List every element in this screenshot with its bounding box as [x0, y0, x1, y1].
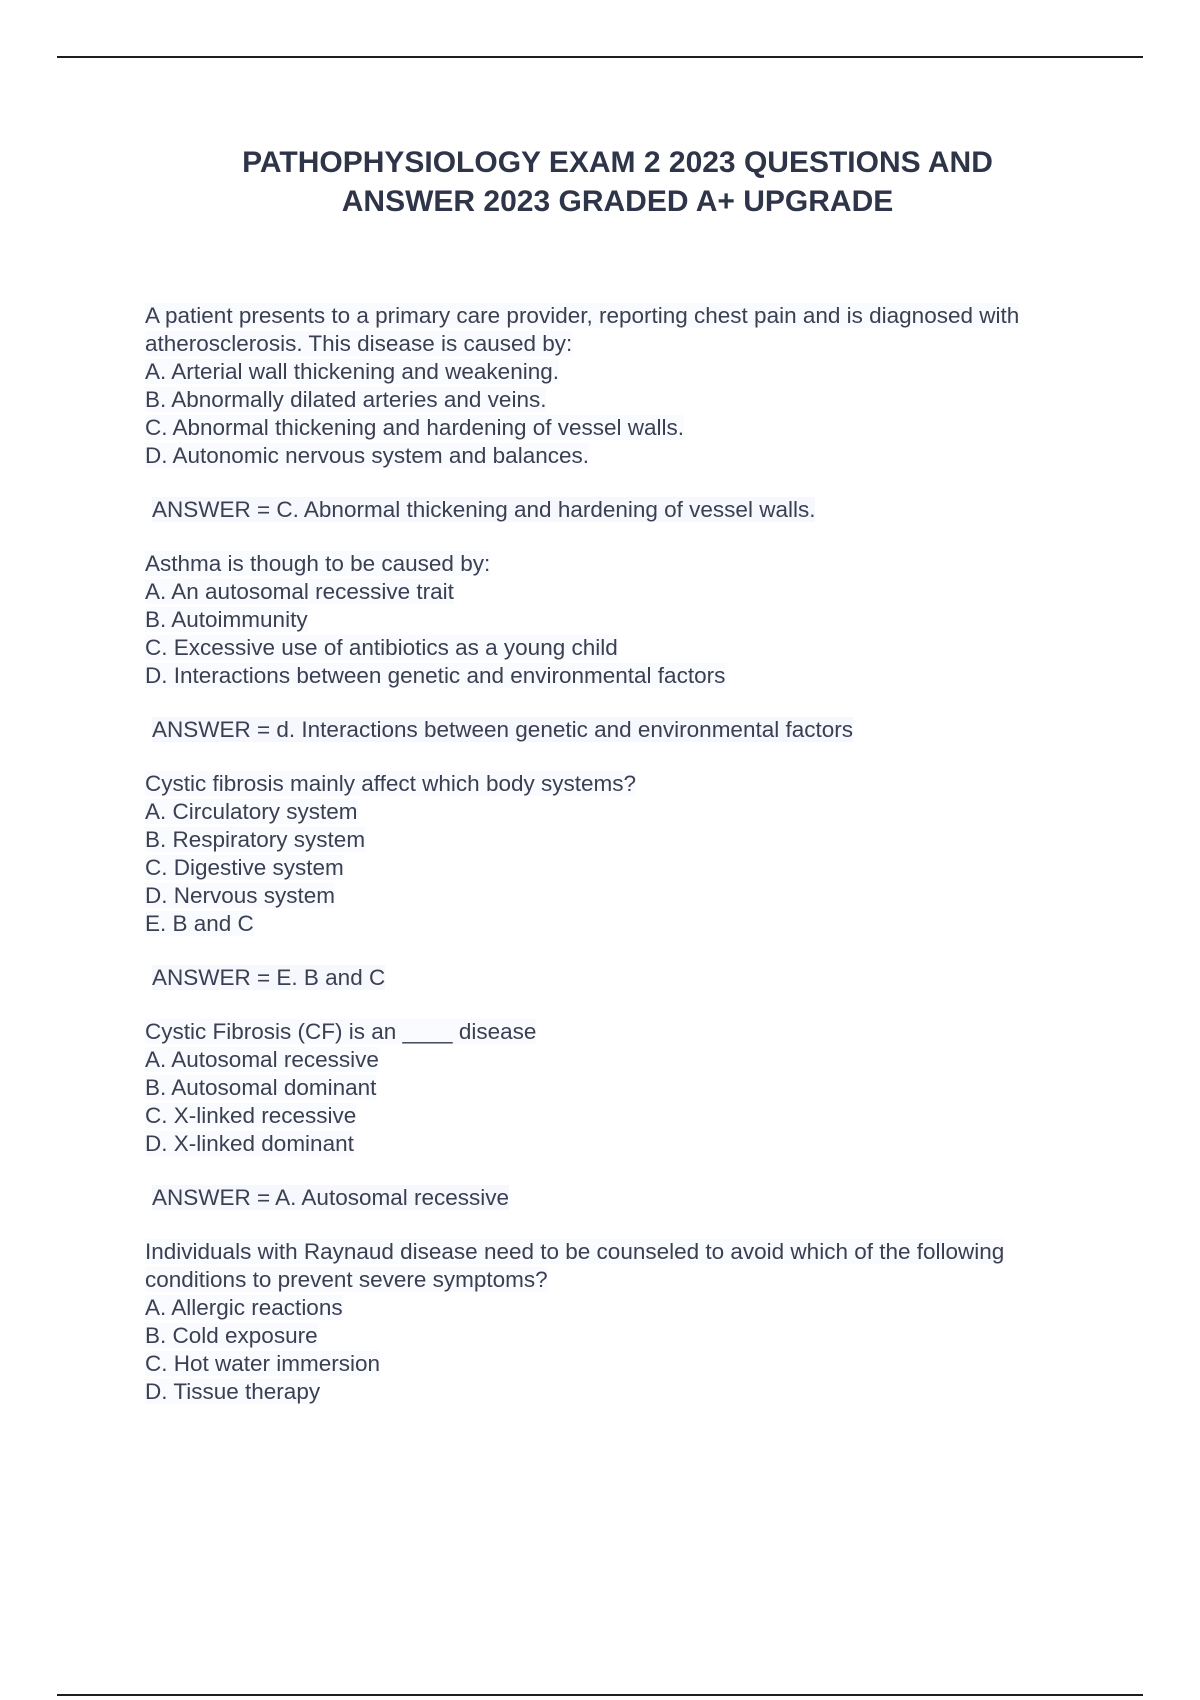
option-d: D. Tissue therapy [145, 1379, 321, 1404]
option-a: A. Arterial wall thickening and weakening. [145, 359, 559, 384]
option-b: B. Autosomal dominant [145, 1075, 377, 1100]
option-d: D. Autonomic nervous system and balances. [145, 443, 589, 468]
option-d: D. Nervous system [145, 883, 336, 908]
question-1 [145, 302, 1105, 524]
top-rule [57, 56, 1143, 58]
option-a: A. Allergic reactions [145, 1295, 343, 1320]
question-stem-line: conditions to prevent severe symptoms? [145, 1267, 548, 1292]
option-a: A. An autosomal recessive trait [145, 579, 454, 604]
option-b: B. Autoimmunity [145, 607, 308, 632]
question-stem-line: A patient presents to a primary care provider, reporting chest pain and is diagnosed with [145, 303, 1020, 328]
option-c: C. X-linked recessive [145, 1103, 357, 1128]
option-c: C. Excessive use of antibiotics as a young child [145, 635, 618, 660]
option-c: C. Abnormal thickening and hardening of vessel walls. [145, 415, 685, 440]
question-stem-line: Individuals with Raynaud disease need to be counseled to avoid which of the following [145, 1239, 1005, 1264]
option-e: E. B and C [145, 911, 254, 936]
option-a: A. Circulatory system [145, 799, 358, 824]
option-a: A. Autosomal recessive [145, 1047, 379, 1072]
answer-line: ANSWER = d. Interactions between genetic and environmental factors [152, 717, 853, 742]
option-c: C. Hot water immersion [145, 1351, 381, 1376]
option-b: B. Abnormally dilated arteries and veins. [145, 387, 547, 412]
question-2 [145, 550, 1105, 744]
question-3 [145, 770, 1105, 992]
answer-line: ANSWER = A. Autosomal recessive [152, 1185, 510, 1210]
option-d: D. X-linked dominant [145, 1131, 354, 1156]
question-stem-line: Cystic fibrosis mainly affect which body systems? [145, 771, 637, 796]
question-4 [145, 1018, 1105, 1212]
question-5 [145, 1238, 1105, 1406]
question-stem-line: Cystic Fibrosis (CF) is an ____ disease [145, 1019, 537, 1044]
question-stem-line: Asthma is though to be caused by: [145, 551, 491, 576]
question-stem-line: atherosclerosis. This disease is caused by: [145, 331, 573, 356]
title-line-2: ANSWER 2023 GRADED A+ UPGRADE [341, 185, 894, 218]
answer-line: ANSWER = C. Abnormal thickening and hardening of vessel walls. [152, 497, 816, 522]
option-c: C. Digestive system [145, 855, 344, 880]
answer-line: ANSWER = E. B and C [152, 965, 386, 990]
bottom-rule [57, 1694, 1143, 1696]
title-line-1: PATHOPHYSIOLOGY EXAM 2 2023 QUESTIONS AND [242, 146, 993, 179]
option-d: D. Interactions between genetic and environmental factors [145, 663, 726, 688]
question-list [145, 302, 1105, 1406]
document-title [150, 143, 1085, 221]
option-b: B. Respiratory system [145, 827, 366, 852]
option-b: B. Cold exposure [145, 1323, 318, 1348]
